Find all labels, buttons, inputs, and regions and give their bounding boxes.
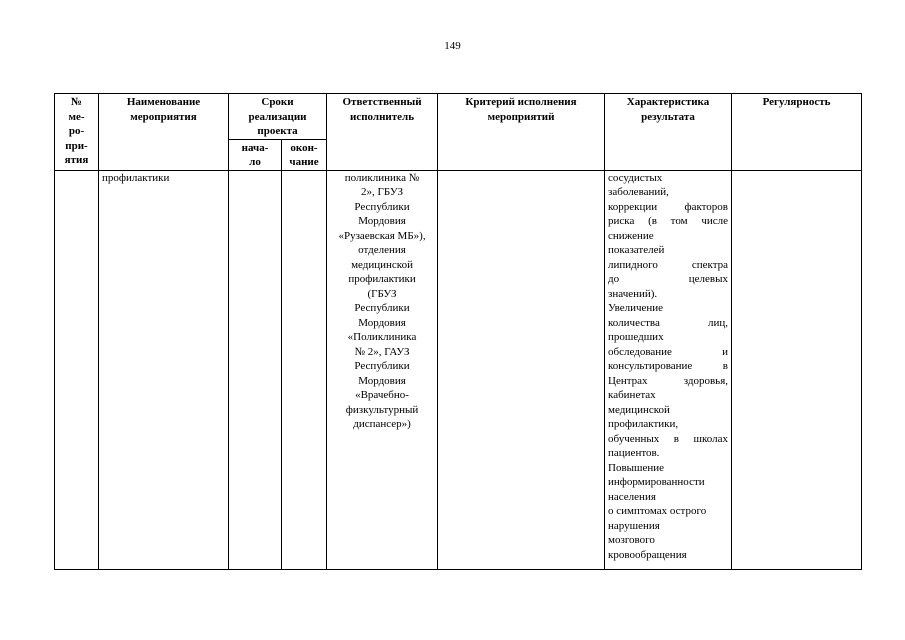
text-line: Регулярность (762, 96, 831, 108)
measures-table (54, 93, 862, 570)
text-line: (ГБУЗ (367, 287, 397, 300)
result-line: профилактики, (608, 418, 679, 430)
text-line: Мордовия (358, 316, 406, 329)
result-line: о симптомах острого (608, 505, 707, 517)
text-line: ме- (68, 110, 85, 123)
cell-execution-criterion (438, 170, 605, 569)
header-regularity (732, 94, 862, 171)
text-line: чание (289, 156, 319, 168)
result-line: прошедших (608, 331, 664, 343)
cell-start (229, 170, 282, 569)
cell-regularity (732, 170, 862, 569)
text-line: № (70, 96, 83, 108)
text-line: ятия (64, 154, 89, 166)
header-execution-criterion (438, 94, 605, 171)
result-line: населения (608, 490, 656, 503)
text-line: Республики (354, 200, 410, 213)
result-line: кровообращения (608, 548, 687, 561)
page-number: 149 (444, 40, 461, 52)
result-line: Центрах здоровья, (608, 374, 729, 387)
text-line: «Рузаевская МБ»), (338, 229, 426, 242)
result-line: мозгового (608, 534, 655, 546)
text-line: проекта (257, 125, 298, 137)
result-line: Увеличение (608, 302, 664, 314)
text-line: Республики (354, 302, 410, 314)
text-line: отделения (358, 244, 406, 256)
result-line: обученных в школах (608, 432, 729, 445)
cell-measure-number (55, 170, 99, 569)
text-line: Мордовия (358, 374, 406, 387)
text-line: ро- (68, 125, 85, 137)
result-line: консультирование в (608, 360, 729, 372)
result-line: медицинской (608, 403, 670, 416)
header-result-characteristic (605, 94, 732, 171)
result-line: показателей (608, 244, 665, 256)
result-line: риска (в том числе (608, 215, 729, 227)
result-line: липидного спектра (608, 258, 729, 271)
result-line: коррекции факторов (608, 200, 729, 213)
result-line: обследование и (608, 345, 729, 358)
text-line: диспансер») (353, 418, 411, 430)
text-line: мероприятия (130, 110, 197, 123)
text-line: Ответственный (342, 96, 422, 108)
header-end (282, 139, 327, 170)
result-line: до целевых (608, 273, 729, 285)
result-line: количества лиц, (608, 316, 729, 329)
result-line: значений). (608, 287, 658, 300)
text-line: окон- (290, 141, 318, 154)
text-line: № 2», ГАУЗ (354, 345, 410, 358)
text-line: «Врачебно- (355, 389, 409, 401)
text-line: мероприятий (487, 110, 555, 123)
cell-end (282, 170, 327, 569)
text-line: Республики (354, 360, 410, 372)
header-measure-name (99, 94, 229, 171)
text-line: Наименование (126, 96, 201, 108)
result-line: пациентов. (608, 447, 660, 459)
result-line: информированности (608, 476, 705, 488)
result-line: заболеваний, (608, 186, 669, 198)
text-line: ло (249, 156, 261, 168)
text-line: исполнитель (349, 110, 415, 123)
text-line: Сроки (261, 96, 294, 108)
text-line: нача- (241, 141, 269, 154)
text-line: при- (65, 139, 88, 152)
text-line: результата (641, 110, 695, 123)
cell-measure-name: профилактики (99, 170, 229, 569)
header-start (229, 139, 282, 170)
text-line: Мордовия (358, 215, 406, 227)
cell-responsible-executor (327, 170, 438, 569)
text-line: поликлиника № (344, 171, 420, 184)
header-responsible-executor (327, 94, 438, 171)
result-line: нарушения (608, 519, 660, 532)
result-line: Повышение (608, 461, 665, 474)
result-line: сосудистых (608, 171, 663, 184)
result-line: снижение (608, 229, 654, 242)
text-line: профилактики (348, 273, 416, 285)
text-line: 2», ГБУЗ (361, 186, 403, 198)
text-line: Критерий исполнения (465, 96, 577, 108)
text-line: реализации (248, 110, 307, 123)
text-line: Характеристика (626, 96, 710, 108)
text-line: медицинской (351, 258, 413, 271)
result-line: кабинетах (608, 389, 656, 401)
text-line: «Поликлиника (347, 331, 417, 343)
cell-result-characteristic (605, 170, 732, 569)
header-measure-number (55, 94, 99, 171)
text-line: физкультурный (345, 403, 419, 416)
header-implementation-terms (229, 94, 327, 140)
